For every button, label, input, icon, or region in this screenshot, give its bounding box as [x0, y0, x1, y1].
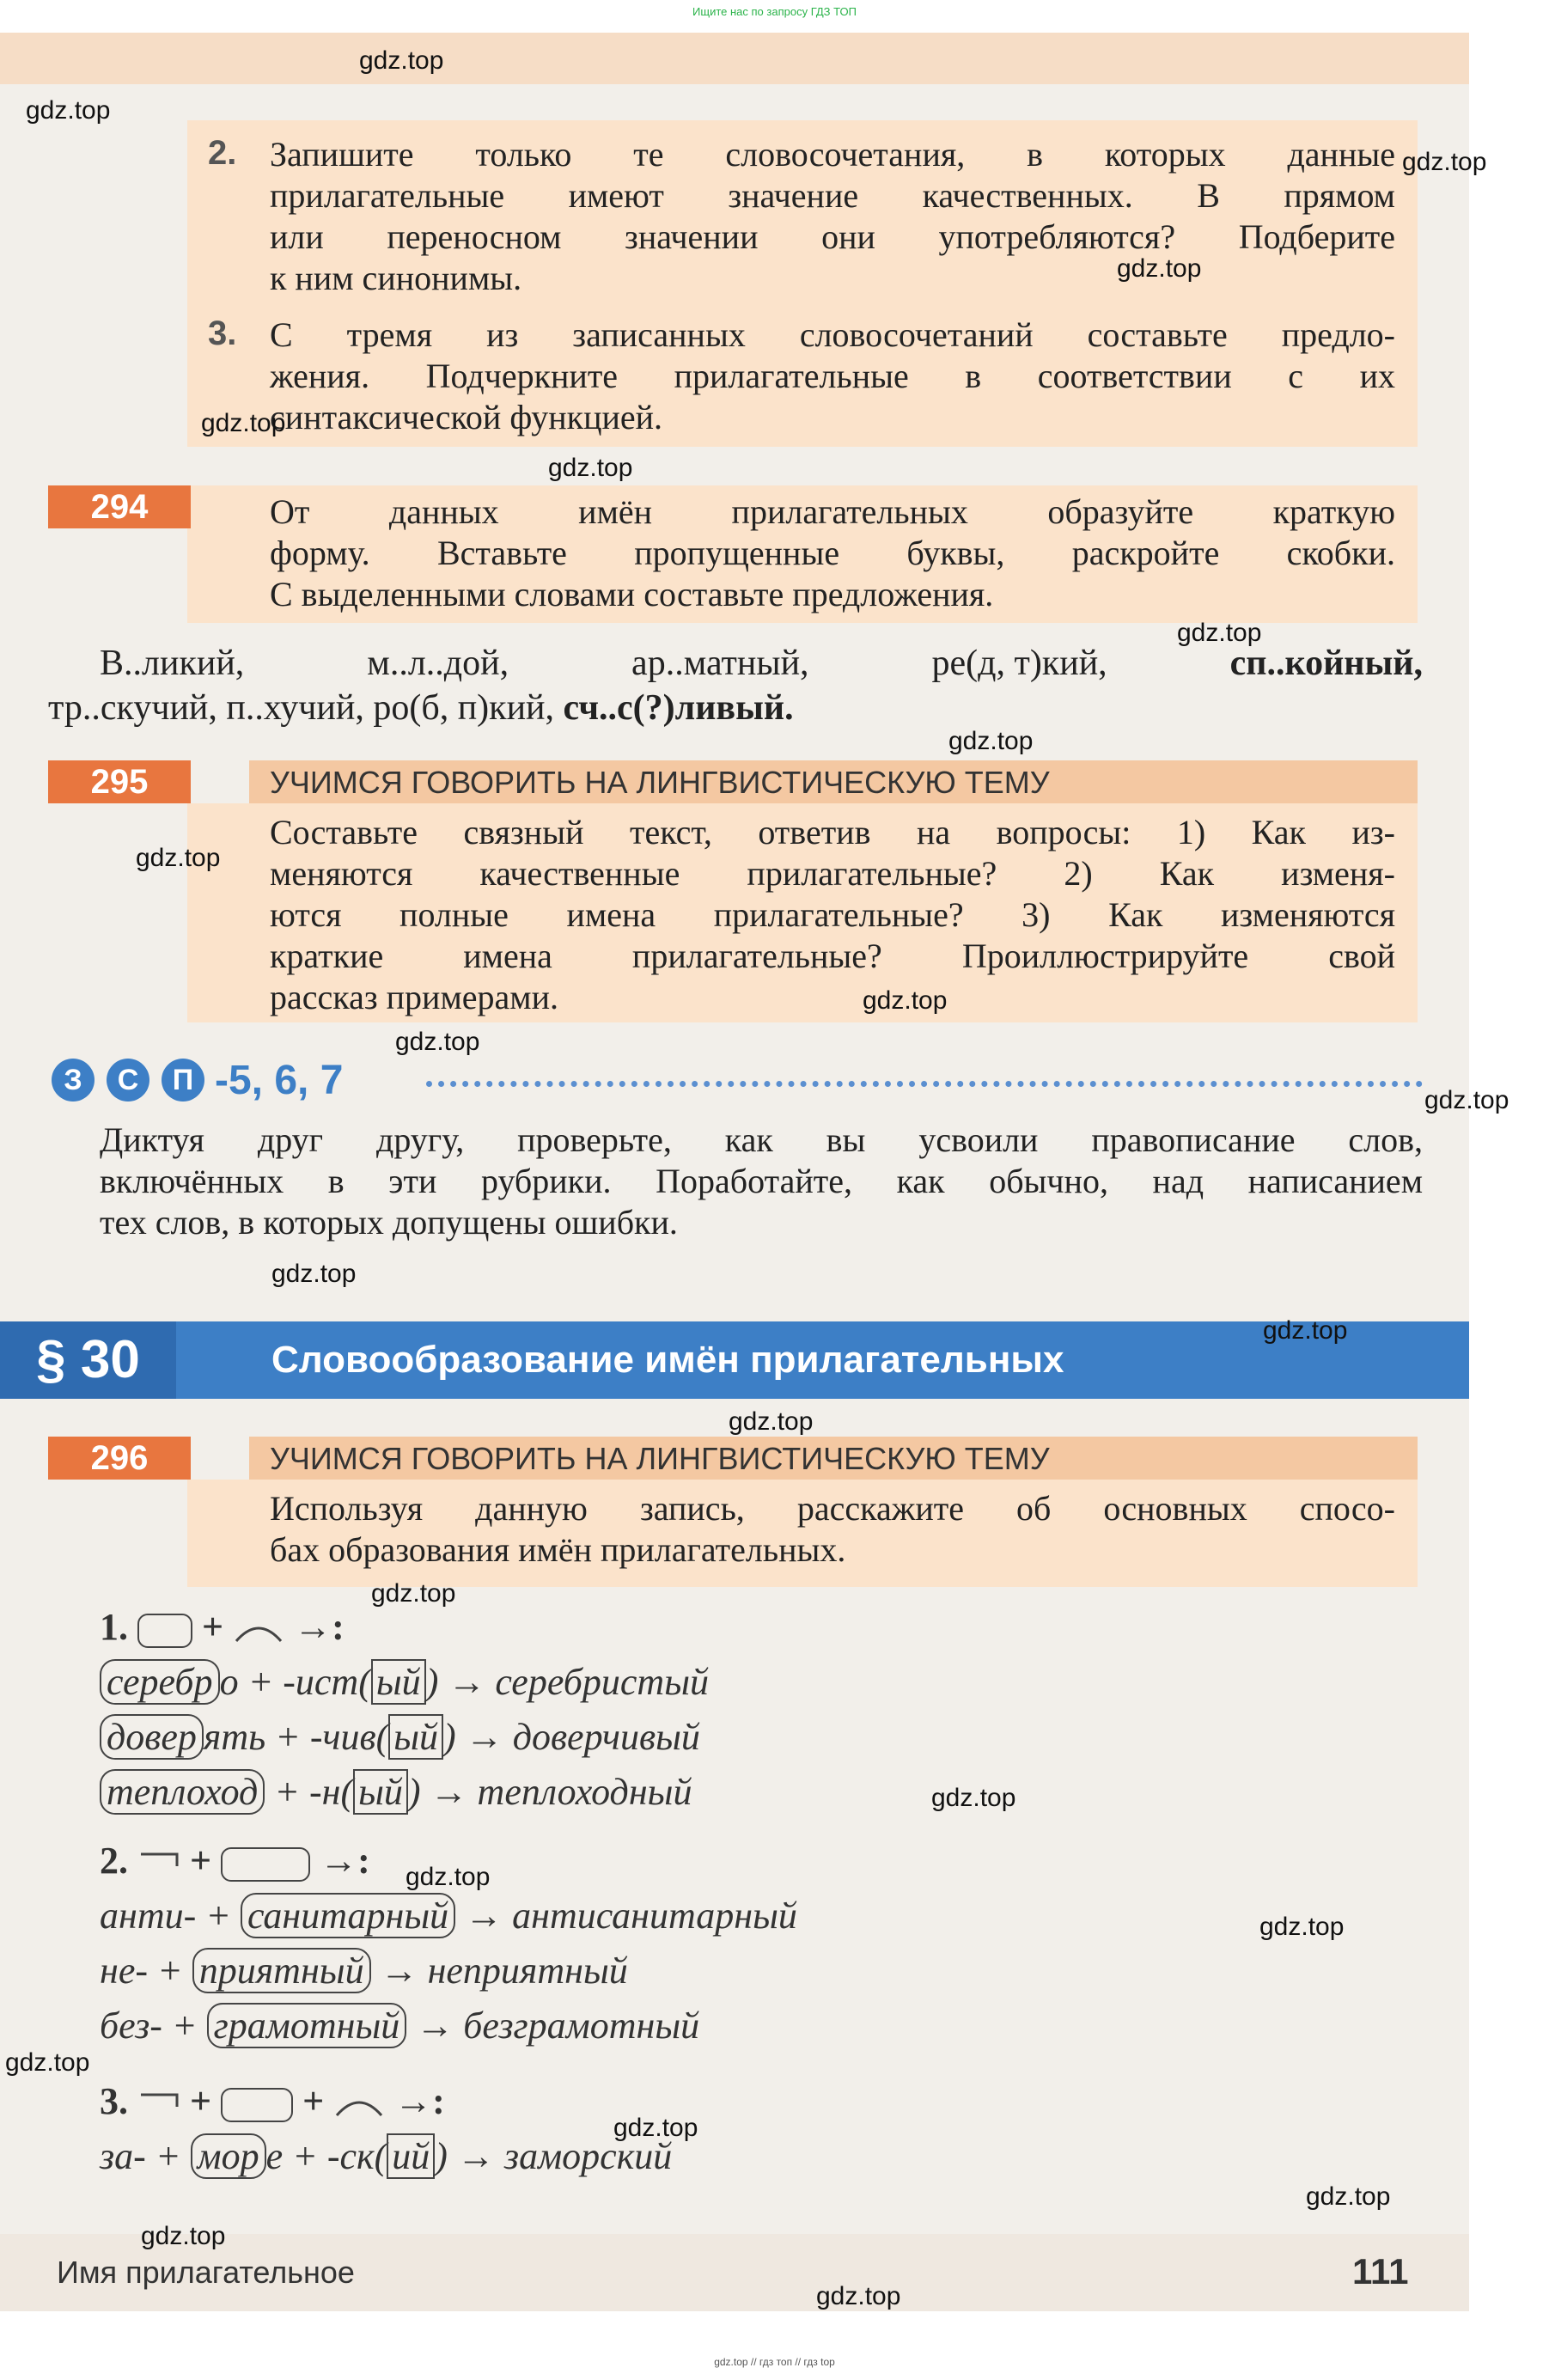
root-box: довер: [100, 1714, 204, 1760]
watermark-gdz: gdz.top: [201, 409, 286, 437]
scheme-label: 3.: [100, 2080, 128, 2122]
watermark-gdz: gdz.top: [613, 2114, 698, 2142]
period: .: [784, 688, 794, 728]
task-296-header: УЧИМСЯ ГОВОРИТЬ НА ЛИНГВИСТИЧЕСКУЮ ТЕМУ: [249, 1437, 1418, 1480]
root-box: серебр: [100, 1659, 220, 1705]
example-mid: е + -ск(: [265, 2135, 387, 2177]
example-1-3: [100, 1770, 692, 1814]
watermark-gdz: gdz.top: [816, 2282, 901, 2310]
watermark-gdz: gdz.top: [729, 1407, 814, 1436]
suffix-symbol-icon: [333, 2090, 385, 2121]
word-box: приятный: [192, 1948, 371, 1993]
text-line: Диктуя друг другу, проверьте, как вы усвоили правописание слов,: [100, 1120, 1423, 1159]
watermark-bottom: gdz.top // гдз топ // гдз top: [714, 2356, 835, 2368]
watermark-gdz: gdz.top: [1259, 1913, 1345, 1941]
text-line: бах образования имён прилагательных.: [270, 1530, 846, 1569]
item-3-marker: 3.: [208, 314, 237, 352]
watermark-gdz: gdz.top: [141, 2222, 226, 2250]
text-line: к ним синонимы.: [270, 259, 522, 297]
prefix-symbol-icon: [137, 1849, 180, 1880]
word: В..ликий,: [100, 644, 245, 683]
watermark-gdz: gdz.top: [1306, 2182, 1391, 2211]
page-number: 111: [1352, 2251, 1409, 2292]
example-mid: + -н(: [265, 1771, 354, 1813]
example-3: за- + мор е + -ск( ий ) → заморский: [100, 2135, 673, 2177]
scheme-1: 1. + →:: [100, 1606, 345, 1648]
example-result: → антисанитарный: [465, 1895, 797, 1937]
watermark-gdz: gdz.top: [1117, 254, 1202, 283]
text-line: Запишите только те словосочетания, в которых данные: [270, 135, 1395, 174]
word: м..л..дой,: [367, 644, 509, 683]
text-line: От данных имён прилагательных образуйте краткую: [270, 492, 1395, 531]
word: ар..матный,: [631, 644, 809, 683]
watermark-gdz: gdz.top: [395, 1028, 480, 1056]
watermark-gdz: gdz.top: [5, 2048, 90, 2077]
prefix: без-: [100, 2005, 162, 2047]
section-title: Словообразование имён прилагательных: [271, 1339, 1064, 1381]
watermark-gdz: gdz.top: [1424, 1086, 1509, 1114]
task-295-header: УЧИМСЯ ГОВОРИТЬ НА ЛИНГВИСТИЧЕСКУЮ ТЕМУ: [249, 760, 1418, 803]
watermark-gdz: gdz.top: [1177, 619, 1262, 647]
ending-box: ий: [387, 2133, 435, 2179]
text-line: С тремя из записанных словосочетаний составьте предло-: [270, 315, 1395, 354]
word-box: грамотный: [207, 2003, 407, 2048]
watermark-gdz: gdz.top: [26, 96, 111, 125]
task-295-text: [270, 812, 1395, 1018]
example-result: → неприятный: [380, 1950, 628, 1992]
example-result: ) → теплоходный: [407, 1771, 692, 1813]
watermark-gdz: gdz.top: [863, 986, 948, 1015]
watermark-gdz: gdz.top: [931, 1784, 1016, 1812]
root-symbol-icon: [137, 1614, 192, 1648]
task-294-text: [270, 491, 1395, 615]
watermark-gdz: gdz.top: [948, 727, 1034, 755]
text-line: тех слов, в которых допущены ошибки.: [100, 1203, 678, 1242]
text-line: рассказ примерами.: [270, 978, 558, 1016]
word-bold: сп..койный,: [1229, 644, 1423, 683]
watermark-gdz: gdz.top: [136, 844, 221, 872]
scheme-3: 3. + + →:: [100, 2080, 445, 2122]
dotted-divider: [426, 1081, 1423, 1087]
word: ре(д, т)кий,: [931, 644, 1107, 683]
text-line: или переносном значении они употребляются? Подберите: [270, 217, 1395, 256]
watermark-gdz: gdz.top: [371, 1579, 456, 1608]
watermark-gdz: gdz.top: [548, 454, 633, 482]
example-1-2: [100, 1715, 700, 1759]
zsp-numbers: -5, 6, 7: [215, 1058, 344, 1103]
scheme-2: 2. + →:: [100, 1840, 370, 1882]
root-symbol-icon: [221, 2088, 293, 2122]
task-293-item-3-text: [270, 314, 1395, 438]
task-296-text: [270, 1488, 1395, 1571]
section-number: § 30: [0, 1321, 176, 1399]
example-mid: о + -ист(: [219, 1661, 371, 1703]
words-plain: тр..скучий, п..хучий, ро(б, п)кий,: [48, 688, 555, 728]
text-line: синтаксической функцией.: [270, 398, 663, 436]
text-line: Используя данную запись, расскажите об основных спосо-: [270, 1489, 1395, 1528]
text-line: краткие имена прилагательные? Проиллюстрируйте свой: [270, 937, 1395, 975]
scheme-label: 1.: [100, 1606, 128, 1648]
top-strip: [0, 33, 1469, 84]
scheme-label: 2.: [100, 1840, 128, 1882]
prefix: за-: [100, 2135, 146, 2177]
watermark-gdz: gdz.top: [1402, 148, 1487, 176]
text-line: С выделенными словами составьте предложения.: [270, 575, 994, 613]
task-number-296: 296: [48, 1437, 191, 1480]
example-1-1: [100, 1660, 709, 1704]
text-line: прилагательные имеют значение качественных. В прямом: [270, 176, 1395, 215]
task-294-words-line-1: [100, 643, 1423, 684]
task-number-295: 295: [48, 760, 191, 803]
example-result: ) → серебристый: [425, 1661, 709, 1703]
watermark-gdz: gdz.top: [271, 1260, 357, 1288]
task-294-words-line-2: [48, 687, 1423, 729]
prefix: анти-: [100, 1895, 197, 1937]
word-symbol-icon: [221, 1847, 310, 1882]
text-line: включённых в эти рубрики. Поработайте, как обычно, над написанием: [100, 1162, 1423, 1200]
ending-box: ый: [388, 1714, 443, 1760]
ending-box: ый: [371, 1659, 426, 1705]
prefix: не-: [100, 1950, 149, 1992]
prefix-symbol-icon: [137, 2090, 180, 2121]
watermark-gdz: gdz.top: [359, 46, 444, 75]
example-result: ) → заморский: [435, 2135, 673, 2177]
zsp-letter-s: С: [107, 1059, 149, 1102]
ending-box: ый: [353, 1769, 408, 1815]
task-293-item-2-text: [270, 134, 1395, 299]
example-2-2: не- + приятный → неприятный: [100, 1950, 628, 1992]
text-line: ются полные имена прилагательные? 3) Как изменяются: [270, 895, 1395, 934]
word-bold: сч..с(?)ливый: [563, 688, 785, 728]
suffix-symbol-icon: [233, 1615, 284, 1646]
text-line: меняются качественные прилагательные? 2) Как изменя-: [270, 854, 1395, 893]
watermark-top: Ищите нас по запросу ГДЗ ТОП: [692, 5, 857, 18]
zsp-text: [100, 1120, 1423, 1243]
text-line: жения. Подчеркните прилагательные в соответствии с их: [270, 357, 1395, 395]
example-result: → безграмотный: [416, 2005, 700, 2047]
example-2-3: без- + грамотный → безграмотный: [100, 2005, 700, 2047]
example-mid: ять + -чив(: [203, 1716, 389, 1758]
watermark-gdz: gdz.top: [406, 1863, 491, 1891]
item-2-marker: 2.: [208, 134, 237, 172]
example-result: ) → доверчивый: [443, 1716, 700, 1758]
word-box: санитарный: [241, 1893, 455, 1938]
example-2-1: анти- + санитарный → антисанитарный: [100, 1895, 797, 1937]
footer-chapter: Имя прилагательное: [57, 2255, 355, 2290]
watermark-gdz: gdz.top: [1263, 1316, 1348, 1345]
zsp-letter-p: П: [162, 1059, 204, 1102]
zsp-letter-z: З: [52, 1059, 95, 1102]
root-box: мор: [191, 2133, 266, 2179]
text-line: форму. Вставьте пропущенные буквы, раскройте скобки.: [270, 534, 1395, 572]
text-line: Составьте связный текст, ответив на вопросы: 1) Как из-: [270, 813, 1395, 851]
task-number-294: 294: [48, 485, 191, 528]
root-box: теплоход: [100, 1769, 265, 1815]
